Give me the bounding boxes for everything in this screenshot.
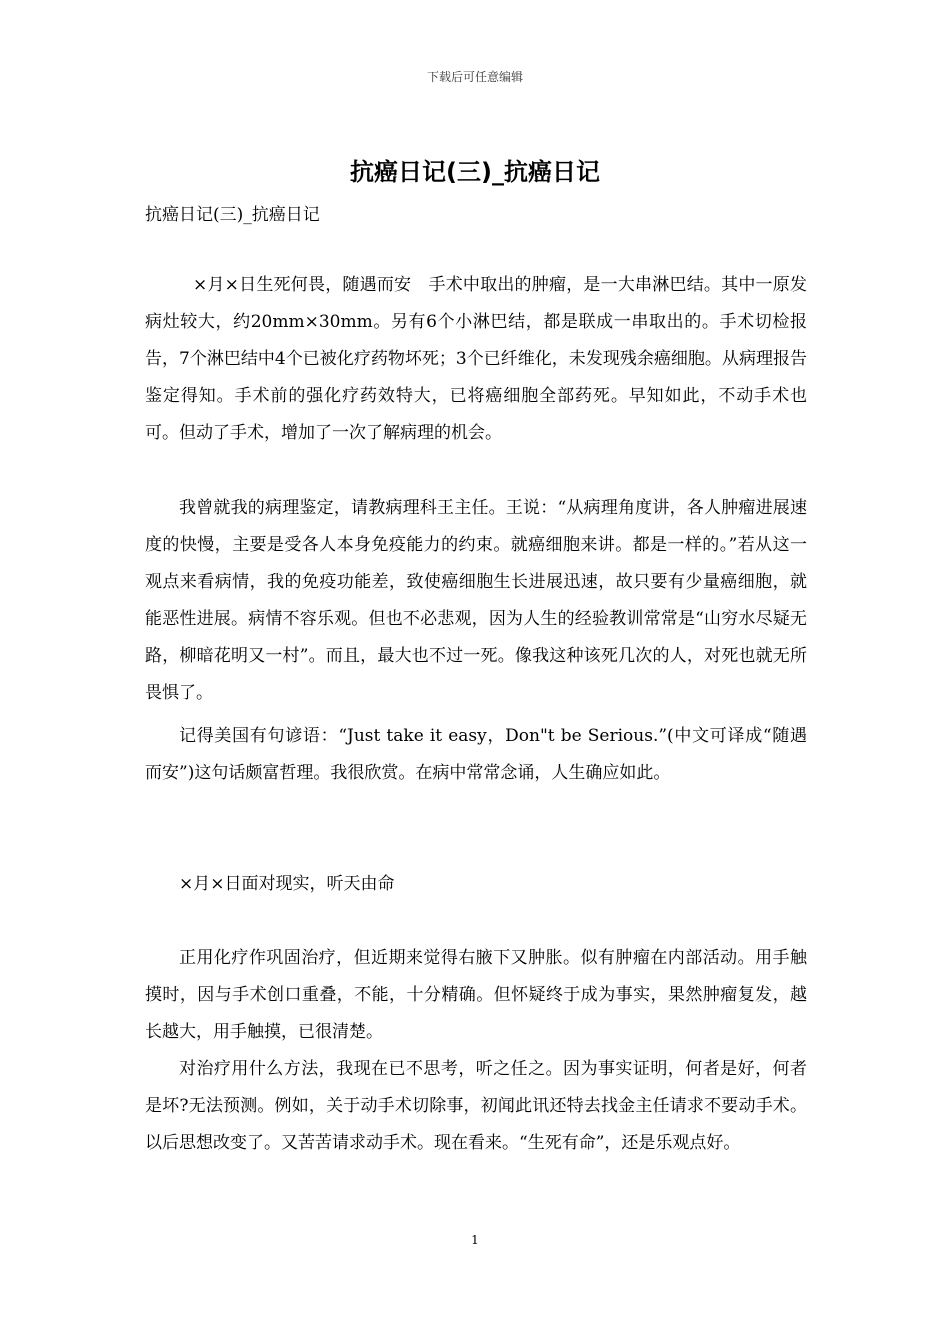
header-note: 下载后可任意编辑 bbox=[426, 70, 523, 84]
document-subtitle: 抗癌日记(三)_抗癌日记 bbox=[145, 205, 320, 225]
paragraph-pathology-consult: 我曾就我的病理鉴定，请教病理科王主任。王说：“从病理角度讲，各人肿瘤进展速度的快慢，主要是受各人本身免疫能力的约束。就癌细胞来讲。都是一样的。”若从这一观点来看病情，我的免疫功能差，致使癌细胞生长进展迅速，故只要有少量癌细胞，就能恶性进展。病情不容乐观。但也不必悲观，因为人生的经验教训常常是“山穷水尽疑无路，柳暗花明又一村”。而且，最大也不过一死。像我这种该死几次的人，对死也就无所畏惧了。 bbox=[145, 498, 807, 703]
page-number: 1 bbox=[471, 1233, 479, 1247]
paragraph-recurrence: 正用化疗作巩固治疗，但近期来觉得右腋下又肿胀。似有肿瘤在内部活动。用手触摸时，因与手术创口重叠，不能，十分精确。但怀疑终于成为事实，果然肿瘤复发，越长越大，用手触摸，已很清楚。 bbox=[145, 948, 807, 1042]
paragraph-diary-entry-2-heading: ×月×日面对现实，听天由命 bbox=[179, 874, 395, 894]
document-title: 抗癌日记(三)_抗癌日记 bbox=[350, 158, 600, 186]
paragraph-diary-entry-1: ×月×日生死何畏，随遇而安 手术中取出的肿瘤，是一大串淋巴结。其中一原发病灶较大，约20mm×30mm。另有6个小淋巴结，都是联成一串取出的。手术切检报告，7个淋巴结中4个已被化疗药物坏死；3个已纤维化，未发现残余癌细胞。从病理报告鉴定得知。手术前的强化疗药效特大，已将癌细胞全部药死。早知如此，不动手术也可。但动了手术，增加了一次了解病理的机会。 bbox=[145, 275, 807, 443]
paragraph-treatment-attitude: 对治疗用什么方法，我现在已不思考，听之任之。因为事实证明，何者是好，何者是坏?无法预测。例如，关于动手术切除事，初闻此讯还特去找金主任请求不要动手术。以后思想改变了。又苦苦请求动手术。现在看来。“生死有命”，还是乐观点好。 bbox=[145, 1059, 807, 1153]
paragraph-proverb: 记得美国有句谚语：“Just take it easy，Don"t be Serious.”(中文可译成“随遇而安”)这句话颇富哲理。我很欣赏。在病中常常念诵，人生确应如此。 bbox=[145, 726, 807, 783]
